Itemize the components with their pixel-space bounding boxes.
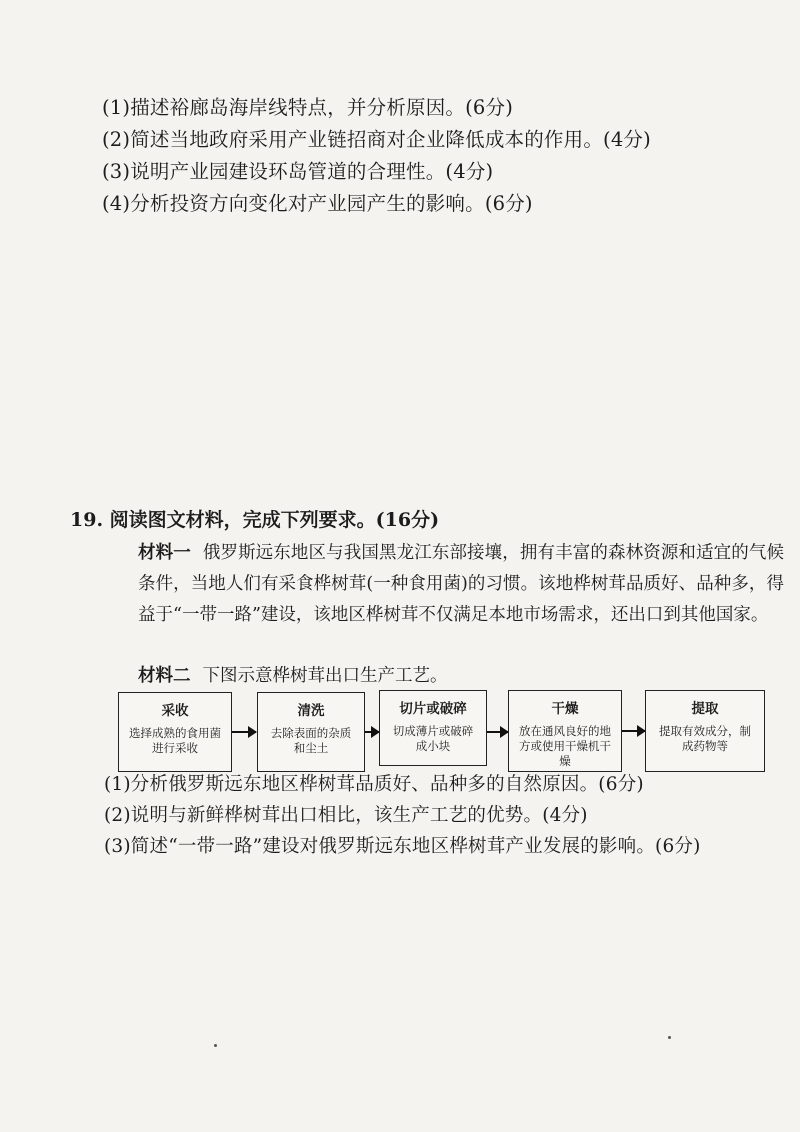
flow-step-title: 清洗 [297, 703, 325, 719]
flow-step-harvest [118, 692, 232, 772]
flow-arrow [365, 731, 379, 733]
question-19 [70, 508, 785, 686]
flow-step-title: 切片或破碎 [399, 701, 467, 717]
material-2-text: 下图示意桦树茸出口生产工艺。 [202, 666, 448, 686]
flow-step-desc: 选择成熟的食用菌进行采收 [129, 726, 221, 755]
subquestion-item: (2)说明与新鲜桦树茸出口相比，该生产工艺的优势。(4分) [104, 805, 588, 826]
scan-speck [214, 1044, 217, 1047]
flow-step-extract [645, 690, 765, 772]
material-2 [138, 662, 448, 687]
flow-arrow [487, 731, 508, 733]
flow-step-title: 提取 [691, 701, 719, 717]
previous-question-list [102, 98, 782, 226]
process-flow-diagram [118, 692, 768, 772]
subquestion-item: (3)简述“一带一路”建设对俄罗斯远东地区桦树茸产业发展的影响。(6分) [104, 836, 701, 857]
flow-step-wash [257, 692, 365, 772]
question-item: (4)分析投资方向变化对产业园产生的影响。(6分) [102, 192, 533, 215]
question-19-title: 19. 阅读图文材料，完成下列要求。(16分) [70, 509, 440, 531]
flow-step-desc: 提取有效成分，制成药物等 [659, 724, 751, 753]
flow-arrow [622, 730, 645, 732]
scan-speck [668, 1036, 671, 1039]
question-item: (3)说明产业园建设环岛管道的合理性。(4分) [102, 160, 494, 183]
question-19-subquestions [104, 775, 784, 868]
material-1-label: 材料一 [138, 543, 191, 563]
question-item: (2)简述当地政府采用产业链招商对企业降低成本的作用。(4分) [102, 128, 651, 151]
material-1 [102, 538, 784, 631]
flow-step-title: 干燥 [551, 701, 579, 717]
flow-arrow [232, 731, 256, 733]
material-2-label: 材料二 [138, 666, 191, 686]
question-item: (1)描述裕廊岛海岸线特点，并分析原因。(6分) [102, 96, 514, 119]
flow-step-desc: 切成薄片或破碎成小块 [392, 724, 474, 753]
flow-step-dry [508, 690, 622, 772]
material-1-text: 俄罗斯远东地区与我国黑龙江东部接壤，拥有丰富的森林资源和适宜的气候条件，当地人们有采食桦树茸(一种食用菌)的习惯。该地桦树茸品质好、品种多，得益于“一带一路”建设，该地区桦树茸不仅满足本地市场需求，还出口到其他国家。 [138, 543, 784, 625]
flow-step-slice [379, 690, 487, 766]
flow-step-desc: 去除表面的杂质和尘土 [270, 726, 352, 755]
subquestion-item: (1)分析俄罗斯远东地区桦树茸品质好、品种多的自然原因。(6分) [104, 774, 644, 795]
flow-step-title: 采收 [161, 703, 189, 719]
flow-step-desc: 放在通风良好的地方或使用干燥机干燥 [519, 724, 611, 768]
